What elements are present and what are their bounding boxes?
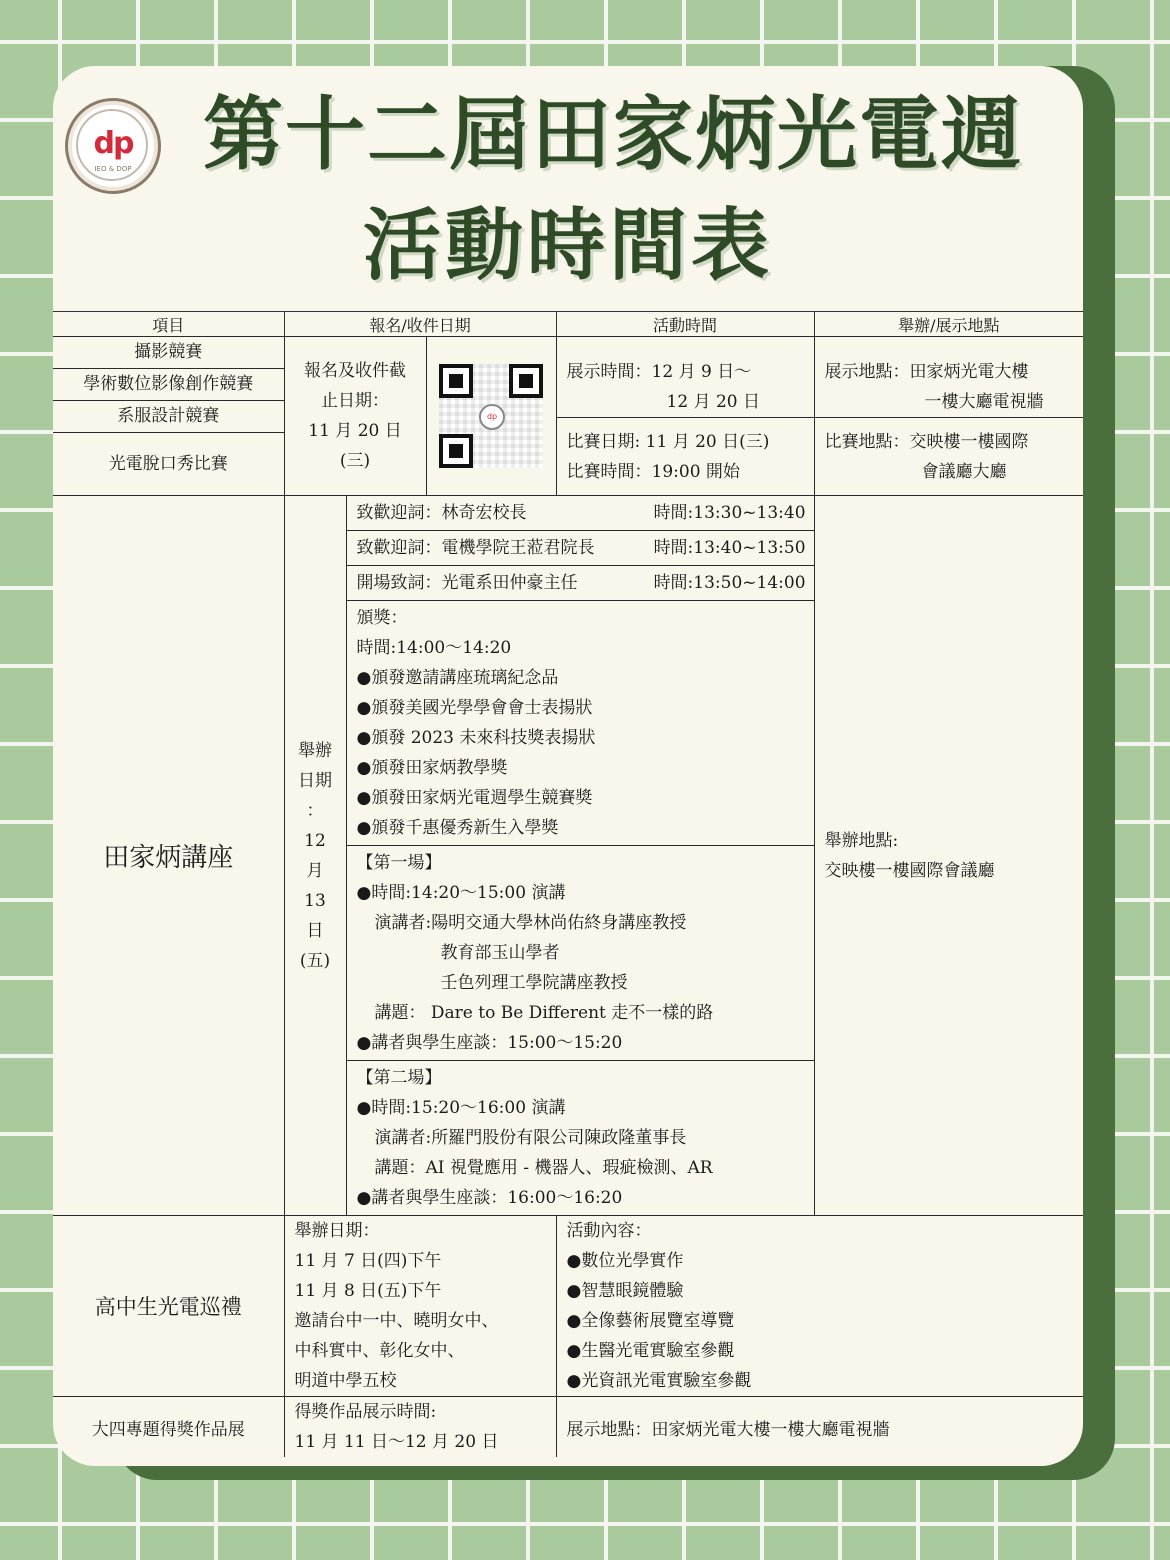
session-1-talk: ●講者與學生座談：15:00～15:20	[356, 1033, 623, 1053]
lecture-program-cell	[346, 496, 814, 1216]
session-1-speaker-title-3: 壬色列理工學院講座教授	[440, 973, 628, 993]
session-1-speaker-title-2: 教育部玉山學者	[440, 943, 560, 963]
tour-date-6: 明道中學五校	[294, 1371, 397, 1391]
lecture-date-6: 13	[304, 890, 326, 911]
session-1-topic: 講題： Dare to Be Different 走不一樣的路	[374, 1003, 714, 1023]
contest-place-cell	[814, 418, 1083, 496]
exhibit-name: 大四專題得獎作品展	[53, 1397, 284, 1458]
session-2-speaker: 演講者:所羅門股份有限公司陳政隆董事長	[374, 1128, 687, 1148]
competition-list	[53, 337, 284, 496]
welcome-2-time: 時間:13:40~13:50	[653, 538, 806, 558]
exhibit-time-2: 11 月 11 日～12 月 20 日	[294, 1432, 499, 1452]
competition-row-top	[53, 337, 1083, 418]
display-time-line-1: 展示時間：12 月 9 日～	[566, 362, 752, 382]
tour-row	[53, 1216, 1083, 1397]
tour-date-5: 中科實中、彰化女中、	[294, 1341, 465, 1361]
tour-content-6: ●光資訊光電實驗室參觀	[566, 1371, 752, 1391]
tour-date-cell	[284, 1216, 556, 1397]
lecture-place-cell	[814, 496, 1083, 1216]
display-place-cell	[814, 337, 1083, 418]
competition-digital-image: 學術數位影像創作競賽	[53, 369, 284, 401]
tour-date-1: 舉辦日期：	[294, 1221, 380, 1241]
display-place-line-1: 展示地點：田家炳光電大樓	[824, 362, 1029, 382]
welcome-1-text: 致歡迎詞：林奇宏校長	[356, 503, 527, 523]
lecture-date-8: (五)	[299, 950, 331, 971]
lecture-date-4: 12	[304, 830, 326, 851]
display-time-cell	[556, 337, 814, 418]
welcome-speech-1	[347, 496, 814, 531]
qr-finder-top-left	[439, 364, 473, 398]
session-2-talk: ●講者與學生座談：16:00～16:20	[356, 1188, 623, 1208]
qr-code-cell	[426, 337, 556, 496]
deadline-line-4: (三)	[339, 451, 371, 471]
table-header-row	[53, 312, 1083, 337]
tour-content-cell	[556, 1216, 1083, 1397]
schedule-card	[53, 66, 1083, 1466]
lecture-place-line-2: 交映樓一樓國際會議廳	[824, 860, 995, 881]
competition-uniform-design: 系服設計競賽	[53, 401, 284, 433]
tour-date-2: 11 月 7 日(四)下午	[294, 1251, 442, 1271]
session-2-topic: 講題：AI 視覺應用 - 機器人、瑕疵檢測、AR	[374, 1158, 713, 1178]
lecture-date-7: 日	[306, 920, 324, 941]
opening-text: 開場致詞：光電系田仲豪主任	[356, 573, 578, 593]
tour-content-4: ●全像藝術展覽室導覽	[566, 1311, 735, 1331]
exhibit-time-1: 得獎作品展示時間:	[294, 1402, 437, 1422]
exhibit-row	[53, 1397, 1083, 1458]
session-1-heading: 【第一場】	[356, 853, 442, 873]
award-item-6: ●頒發千惠優秀新生入學獎	[356, 818, 559, 838]
display-place-line-2: 一樓大廳電視牆	[924, 392, 1044, 412]
tour-date-3: 11 月 8 日(五)下午	[294, 1281, 442, 1301]
exhibit-place: 展示地點：田家炳光電大樓一樓大廳電視牆	[556, 1397, 1083, 1458]
session-2	[347, 1061, 814, 1215]
qr-finder-bottom-left	[439, 434, 473, 468]
contest-time-cell	[556, 418, 814, 496]
lecture-date-2: 日期	[298, 770, 332, 791]
deadline-line-1: 報名及收件截	[304, 361, 406, 381]
header-activity-time: 活動時間	[556, 312, 814, 337]
opening-speech	[347, 566, 814, 601]
award-item-5: ●頒發田家炳光電週學生競賽獎	[356, 788, 593, 808]
session-2-time: ●時間:15:20～16:00 演講	[356, 1098, 566, 1118]
tour-content-5: ●生醫光電實驗室參觀	[566, 1341, 735, 1361]
department-logo	[65, 98, 161, 194]
award-item-3: ●頒發 2023 未來科技獎表揚狀	[356, 728, 596, 748]
award-item-4: ●頒發田家炳教學獎	[356, 758, 508, 778]
page-subtitle: 活動時間表	[362, 200, 773, 291]
logo-bottom-text: IEO & DOP	[94, 165, 132, 173]
lecture-place-line-1: 舉辦地點:	[824, 830, 899, 851]
award-section	[347, 601, 814, 846]
award-time: 時間:14:00～14:20	[356, 638, 512, 658]
contest-place-line-1: 比賽地點：交映樓一樓國際	[824, 431, 1029, 452]
tour-content-2: ●數位光學實作	[566, 1251, 684, 1271]
session-1	[347, 846, 814, 1061]
lecture-date-cell	[284, 496, 346, 1216]
page-title: 第十二屆田家炳光電週	[203, 87, 1023, 181]
contest-place-line-2: 會議廳大廳	[921, 461, 1007, 482]
display-time-line-2: 12 月 20 日	[666, 392, 761, 412]
qr-finder-top-right	[509, 364, 543, 398]
session-2-heading: 【第二場】	[356, 1068, 442, 1088]
award-heading: 頒獎：	[356, 608, 408, 628]
competition-photo: 攝影競賽	[53, 337, 284, 369]
deadline-line-3: 11 月 20 日	[308, 421, 402, 441]
lecture-row	[53, 496, 1083, 1216]
logo-mark: dp	[93, 126, 133, 161]
lecture-date-1: 舉辦	[298, 740, 332, 761]
tour-content-1: 活動內容：	[566, 1221, 652, 1241]
award-item-1: ●頒發邀請講座琉璃紀念品	[356, 668, 559, 688]
contest-time-line-2: 比賽時間：19:00 開始	[566, 461, 740, 482]
contest-time-line-1: 比賽日期: 11 月 20 日(三)	[566, 431, 770, 452]
tour-content-3: ●智慧眼鏡體驗	[566, 1281, 684, 1301]
award-item-2: ●頒發美國光學學會會士表揚狀	[356, 698, 593, 718]
lecture-date-3: ：	[306, 800, 324, 821]
exhibit-time-cell	[284, 1397, 556, 1458]
opening-time: 時間:13:50~14:00	[653, 573, 806, 593]
tour-date-4: 邀請台中一中、曉明女中、	[294, 1311, 499, 1331]
schedule-table	[53, 311, 1083, 1457]
deadline-line-2: 止日期：	[321, 391, 389, 411]
tour-name: 高中生光電巡禮	[53, 1216, 284, 1397]
welcome-1-time: 時間:13:30~13:40	[653, 503, 806, 523]
header-venue: 舉辦/展示地點	[814, 312, 1083, 337]
lecture-date-5: 月	[306, 860, 324, 881]
session-1-time: ●時間:14:20～15:00 演講	[356, 883, 566, 903]
header-registration: 報名/收件日期	[284, 312, 556, 337]
lecture-name: 田家炳講座	[53, 496, 284, 1216]
session-1-speaker: 演講者:陽明交通大學林尚佑終身講座教授	[374, 913, 687, 933]
welcome-speech-2	[347, 531, 814, 566]
welcome-2-text: 致歡迎詞：電機學院王蒞君院長	[356, 538, 595, 558]
header-item: 項目	[53, 312, 284, 337]
deadline-cell	[284, 337, 426, 496]
registration-qr-code[interactable]	[439, 364, 543, 468]
qr-center-logo: dp	[479, 404, 505, 430]
competition-talk-show: 光電脫口秀比賽	[108, 454, 228, 474]
